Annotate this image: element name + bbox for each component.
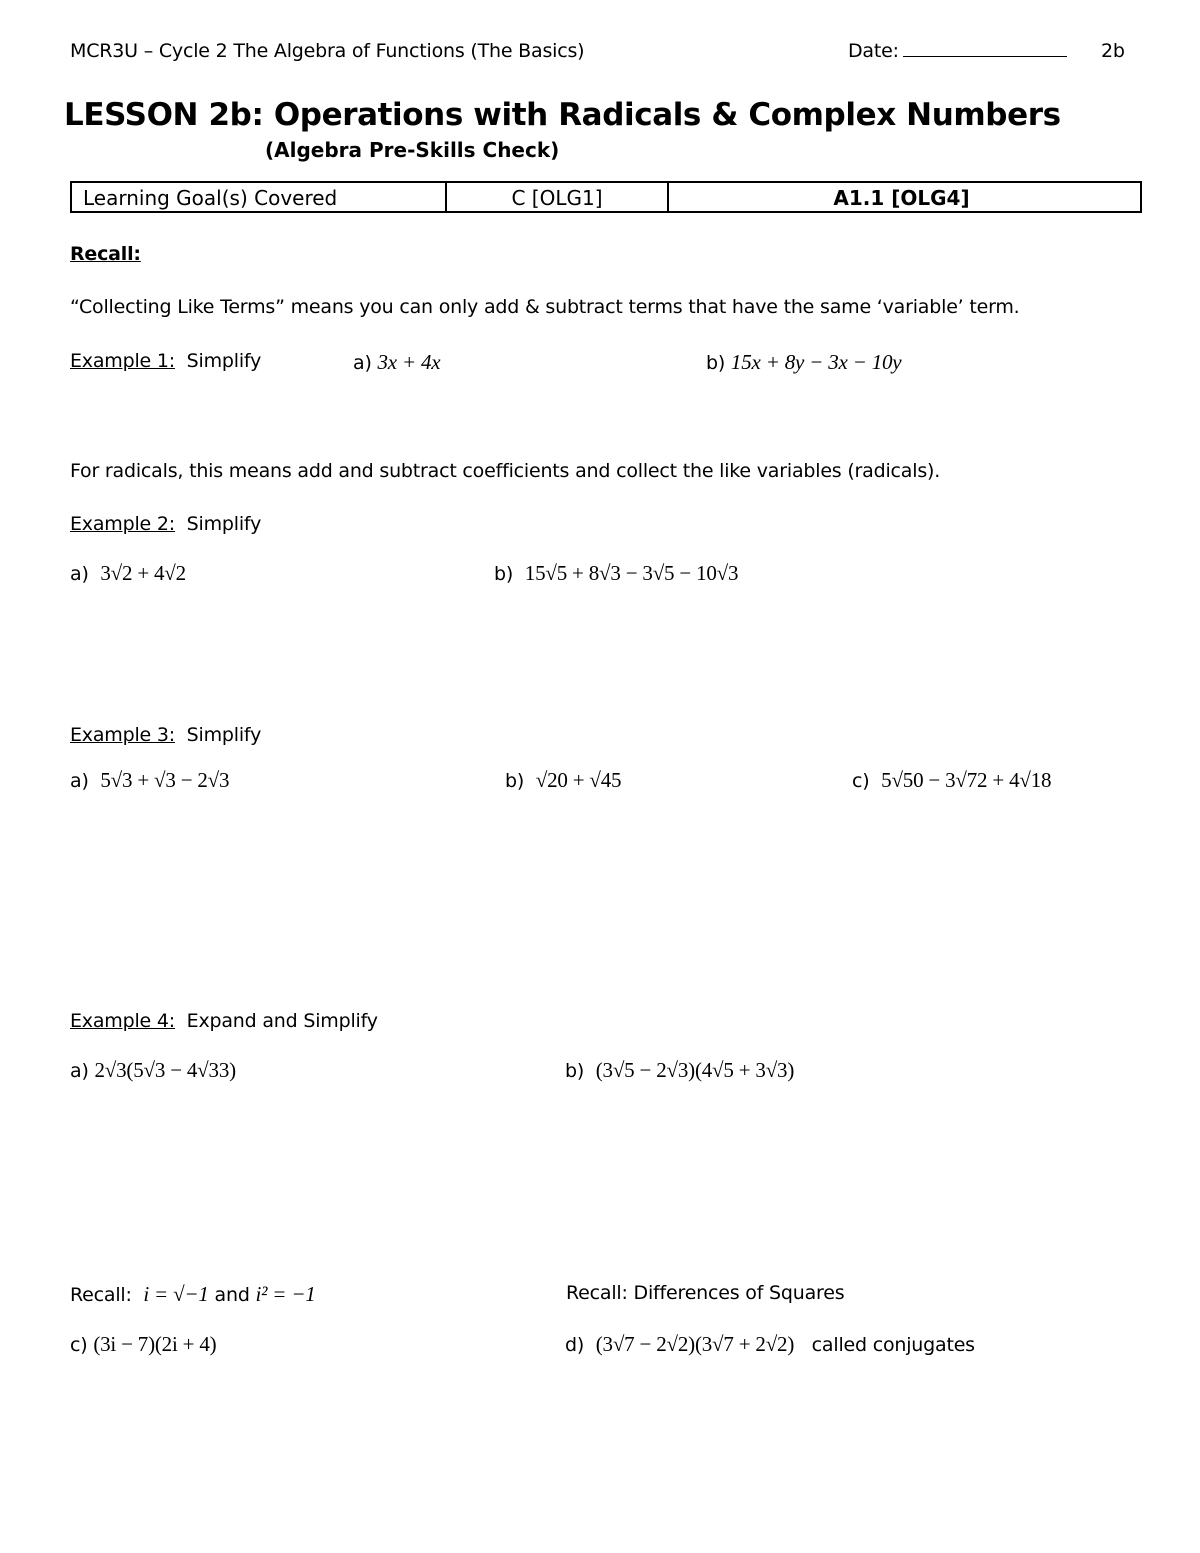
example-2-label: Example 2: [70, 513, 175, 535]
date-field [848, 40, 1067, 62]
example-4b-expr: (3√5 − 2√3)(4√5 + 3√3) [595, 1058, 795, 1082]
part-c-expr: (3i − 7)(2i + 4) [93, 1332, 217, 1356]
part-c-label: c) [70, 1334, 88, 1356]
example-4-instruction: Expand and Simplify [186, 1010, 378, 1032]
example-3a [70, 768, 229, 793]
example-4a-label: a) [70, 1060, 89, 1082]
example-1b-label: b) [706, 352, 726, 374]
example-2-instruction: Simplify [186, 513, 262, 535]
goal-a-cell: A1.1 [OLG4] [833, 186, 970, 210]
example-1a-label: a) [353, 352, 372, 374]
recall-i-expr2: i² = −1 [255, 1282, 316, 1306]
date-label: Date: [848, 40, 899, 62]
example-2 [70, 513, 261, 535]
example-3b [505, 768, 621, 793]
example-3c-label: c) [852, 770, 870, 792]
example-4a-expr: 2√3(5√3 − 4√33) [94, 1058, 236, 1082]
date-blank [903, 42, 1067, 57]
recall-heading: Recall: [70, 243, 141, 265]
example-1a-expr: 3x + 4x [377, 350, 441, 374]
example-3 [70, 724, 261, 746]
lesson-subtitle: (Algebra Pre-Skills Check) [265, 138, 560, 162]
example-4b [565, 1058, 794, 1083]
part-d [565, 1332, 975, 1357]
recall-i-and: and [214, 1284, 250, 1306]
collecting-like-terms-text: “Collecting Like Terms” means you can only add & subtract terms that have the same ‘variable’ term. [70, 296, 1020, 318]
example-2a [70, 561, 186, 586]
page-code: 2b [1101, 40, 1125, 62]
part-d-note: called conjugates [811, 1334, 975, 1356]
example-1a [353, 350, 440, 375]
example-1b [706, 350, 901, 375]
example-2b-expr: 15√5 + 8√3 − 3√5 − 10√3 [524, 561, 739, 585]
learning-goals-table [70, 181, 1142, 213]
example-3-instruction: Simplify [186, 724, 262, 746]
part-d-expr: (3√7 − 2√2)(3√7 + 2√2) [595, 1332, 795, 1356]
example-1 [70, 350, 261, 372]
example-4b-label: b) [565, 1060, 585, 1082]
example-3a-label: a) [70, 770, 89, 792]
example-3b-expr: √20 + √45 [535, 768, 622, 792]
example-3a-expr: 5√3 + √3 − 2√3 [100, 768, 230, 792]
goal-c-cell: C [OLG1] [447, 183, 669, 211]
course-header: MCR3U – Cycle 2 The Algebra of Functions (The Basics) [70, 40, 585, 62]
recall-differences-of-squares: Recall: Differences of Squares [566, 1282, 845, 1304]
example-3-label: Example 3: [70, 724, 175, 746]
recall-imaginary [70, 1282, 316, 1307]
part-d-label: d) [565, 1334, 585, 1356]
example-1-instruction: Simplify [186, 350, 262, 372]
recall-i-label: Recall: [70, 1284, 132, 1306]
goals-label-cell: Learning Goal(s) Covered [72, 183, 447, 211]
lesson-title: LESSON 2b: Operations with Radicals & Complex Numbers [64, 97, 1061, 133]
example-2b [494, 561, 738, 586]
example-4 [70, 1010, 378, 1032]
part-c [70, 1332, 216, 1357]
example-3b-label: b) [505, 770, 525, 792]
example-2b-label: b) [494, 563, 514, 585]
example-4-label: Example 4: [70, 1010, 175, 1032]
example-2a-expr: 3√2 + 4√2 [100, 561, 186, 585]
example-3c [852, 768, 1051, 793]
example-4a [70, 1058, 236, 1083]
example-1b-expr: 15x + 8y − 3x − 10y [730, 350, 902, 374]
example-3c-expr: 5√50 − 3√72 + 4√18 [881, 768, 1052, 792]
example-2a-label: a) [70, 563, 89, 585]
recall-i-expr1: i = √−1 [143, 1282, 209, 1306]
radicals-text: For radicals, this means add and subtract coefficients and collect the like variables (radicals). [70, 460, 941, 482]
example-1-label: Example 1: [70, 350, 175, 372]
